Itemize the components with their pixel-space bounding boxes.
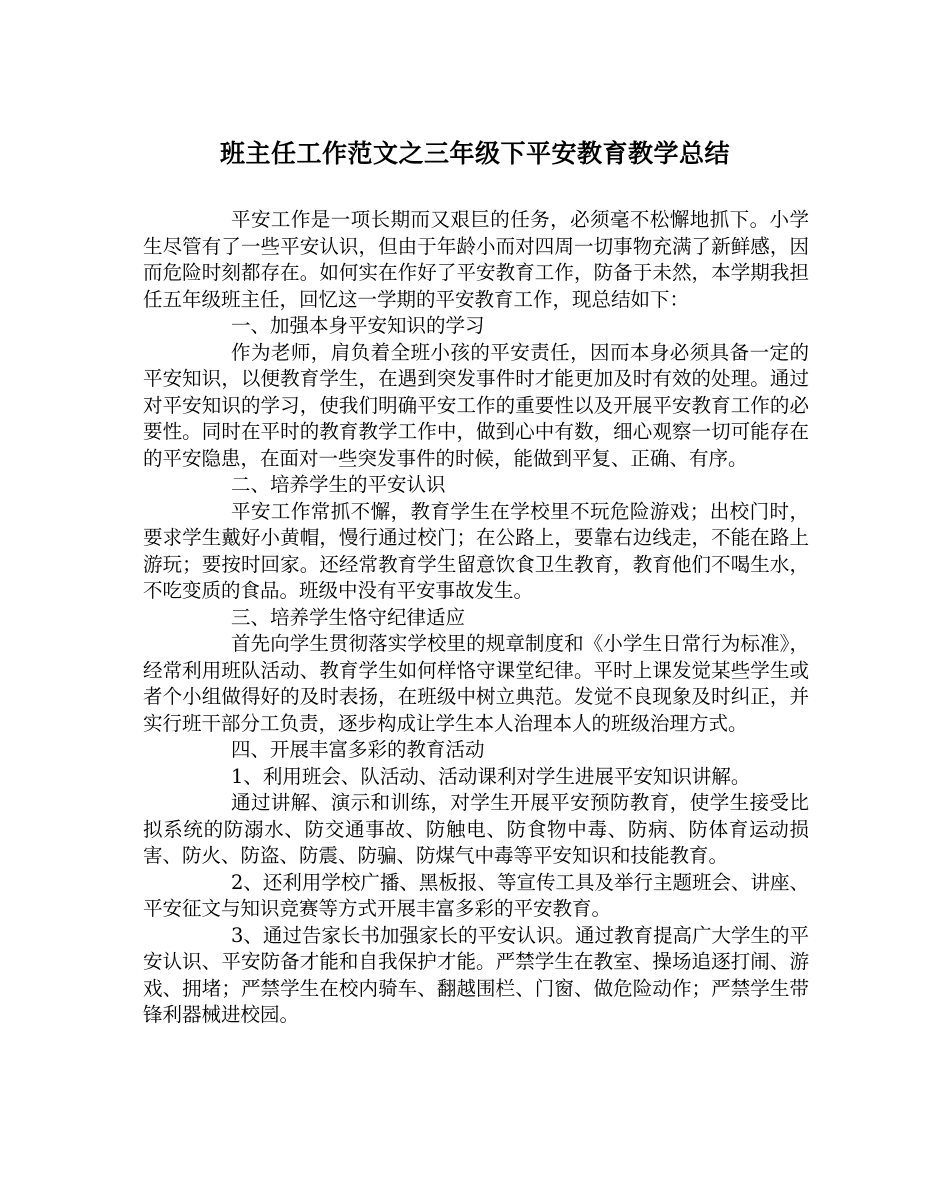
activity-item-2: 2、还利用学校广播、黑板报、等宣传工具及举行主题班会、讲座、平安征文与知识竞赛等方式开展丰富多彩的平安教育。 — [143, 870, 809, 920]
document-body — [143, 207, 809, 1029]
section-heading-4: 四、开展丰富多彩的教育活动 — [231, 738, 485, 761]
section-2-paragraph: 平安工作常抓不懈，教育学生在学校里不玩危险游戏；出校门时，要求学生戴好小黄帽，慢行通过校门；在公路上，要靠右边线走，不能在路上游玩；要按时回家。还经常教育学生留意饮食卫生教育，教育他们不喝生水，不吃变质的食品。班级中没有平安事故发生。 — [143, 499, 809, 602]
activity-item-1: 1、利用班会、队活动、活动课利对学生进展平安知识讲解。 — [231, 764, 751, 788]
section-heading-3: 三、培养学生恪守纪律适应 — [231, 605, 466, 629]
document-title: 班主任工作范文之三年级下平安教育教学总结 — [219, 139, 730, 168]
section-heading-2: 二、培养学生的平安认识 — [231, 473, 446, 496]
activity-item-3: 3、通过告家长书加强家长的平安认识。通过教育提高广大学生的平安认识、平安防备才能和自我保护才能。严禁学生在教室、操场追逐打闹、游戏、拥堵；严禁学生在校内骑车、翻越围栏、门窗、做危险动作；严禁学生带锋利器械进校园。 — [143, 923, 809, 1026]
section-heading-1: 一、加强本身平安知识的学习 — [231, 314, 485, 337]
section-1-paragraph: 作为老师，肩负着全班小孩的平安责任，因而本身必须具备一定的平安知识，以便教育学生，在遇到突发事件时才能更加及时有效的处理。通过对平安知识的学习，使我们明确平安工作的重要性以及开展平安教育工作的必要性。同时在平时的教育教学工作中，做到心中有数，细心观察一切可能存在的平安隐患，在面对一些突发事件的时候，能做到平复、正确、有序。 — [143, 340, 809, 470]
intro-paragraph: 平安工作是一项长期而又艰巨的任务，必须毫不松懈地抓下。小学生尽管有了一些平安认识，但由于年龄小而对四周一切事物充满了新鲜感，因而危险时刻都存在。如何实在作好了平安教育工作，防备于未然，本学期我担任五年级班主任，回忆这一学期的平安教育工作，现总结如下： — [143, 208, 809, 311]
section-3-paragraph: 首先向学生贯彻落实学校里的规章制度和《小学生日常行为标准》，经常利用班队活动、教育学生如何样恪守课堂纪律。平时上课发觉某些学生或者个小组做得好的及时表扬，在班级中树立典范。发觉不良现象及时纠正，并实行班干部分工负责，逐步构成让学生本人治理本人的班级治理方式。 — [143, 632, 809, 735]
activity-item-1-detail: 通过讲解、演示和训练，对学生开展平安预防教育，使学生接受比拟系统的防溺水、防交通事故、防触电、防食物中毒、防病、防体育运动损害、防火、防盗、防震、防骗、防煤气中毒等平安知识和技能教育。 — [143, 791, 809, 867]
